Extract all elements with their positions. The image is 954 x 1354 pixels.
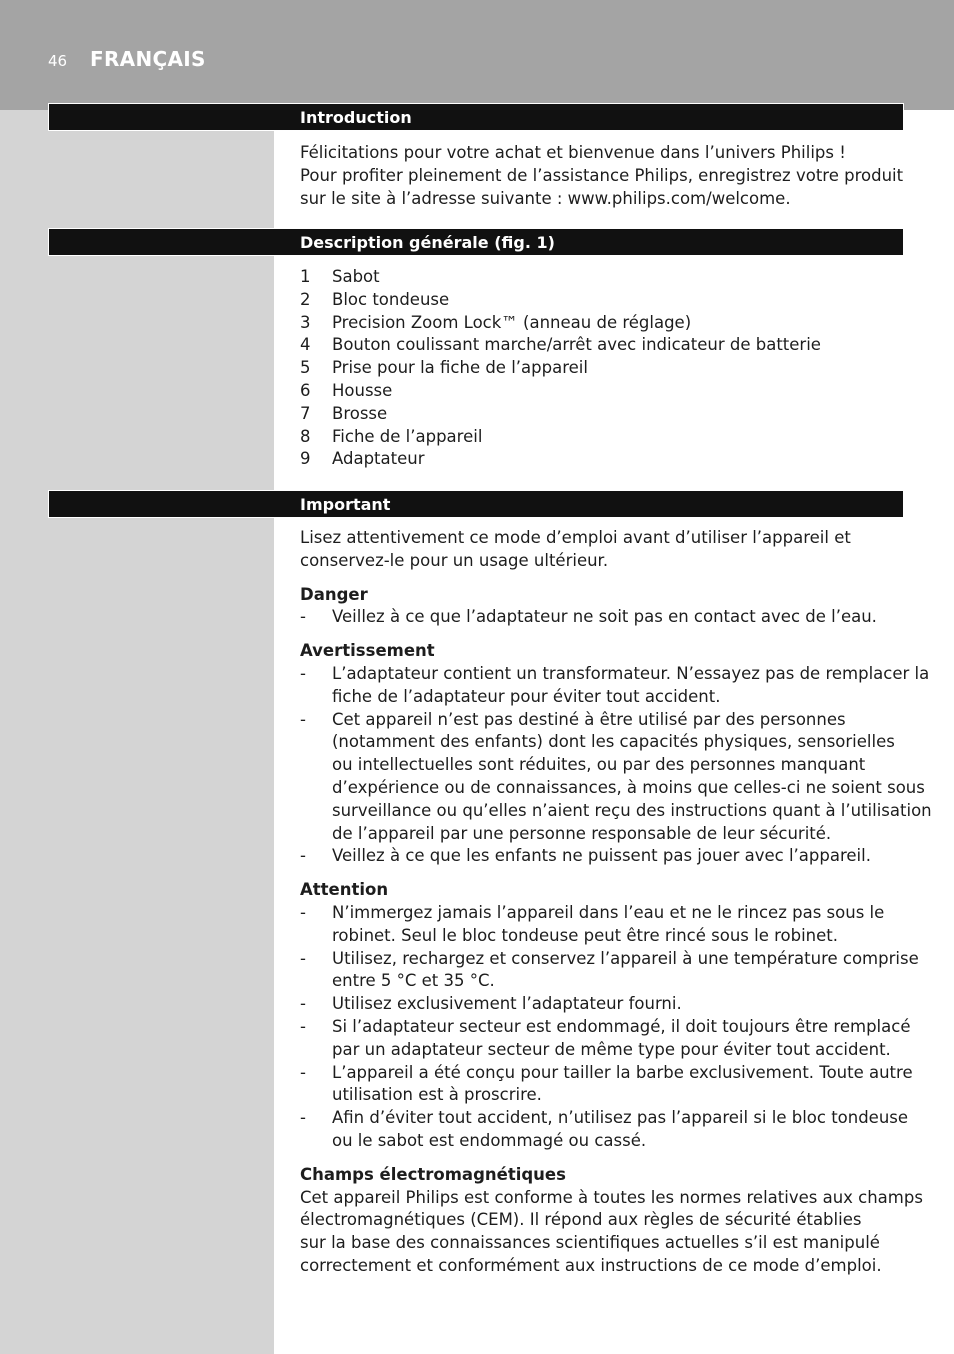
text-line: utilisation est à proscrire. <box>332 1085 542 1105</box>
list-item <box>300 403 910 426</box>
section-header-important <box>48 490 904 518</box>
bullet-item: - Utilisez, rechargez et conservez l’appareil à une température comprise entre 5 °C et 35 °C. <box>300 948 910 994</box>
list-item <box>300 266 910 289</box>
item-label: Housse <box>332 380 393 400</box>
text-line: Félicitations pour votre achat et bienvenue dans l’univers Philips ! <box>300 143 846 162</box>
text-line: Utilisez exclusivement l’adaptateur fourni. <box>332 994 682 1014</box>
text-line: correctement et conformément aux instructions de ce mode d’emploi. <box>300 1255 882 1275</box>
bullet-item: - Si l’adaptateur secteur est endommagé, il doit toujours être remplacé par un adaptateur secteur de même type pour éviter tout accident. <box>300 1016 910 1062</box>
section-header-introduction <box>48 103 904 131</box>
text-line: d’expérience ou de connaissances, à moins que celles-ci ne soient sous <box>332 777 925 797</box>
item-label: Sabot <box>332 267 380 286</box>
text-line: Veillez à ce que l’adaptateur ne soit pas en contact avec de l’eau. <box>332 607 877 627</box>
text-line: Utilisez, rechargez et conservez l’appareil à une température comprise <box>332 948 919 968</box>
introduction-body <box>300 142 910 210</box>
text-line: (notamment des enfants) dont les capacités physiques, sensorielles <box>332 732 895 752</box>
bullet-item: - Afin d’éviter tout accident, n’utilisez pas l’appareil si le bloc tondeuse ou le sabot est endommagé ou cassé. <box>300 1107 910 1153</box>
list-item <box>300 357 910 380</box>
section-title: Important <box>300 495 391 514</box>
text-line: robinet. Seul le bloc tondeuse peut être rincé sous le robinet. <box>332 925 838 945</box>
text-line: Lisez attentivement ce mode d’emploi avant d’utiliser l’appareil et <box>300 528 851 547</box>
item-number: 2 <box>300 289 311 309</box>
list-item <box>300 334 910 357</box>
item-label: Precision Zoom Lock™ (anneau de réglage) <box>332 312 692 332</box>
text-line: Si l’adaptateur secteur est endommagé, il doit toujours être remplacé <box>332 1016 911 1036</box>
item-number: 4 <box>300 335 311 355</box>
item-label: Bouton coulissant marche/arrêt avec indicateur de batterie <box>332 335 821 355</box>
text-line: L’adaptateur contient un transformateur. N’essayez pas de remplacer la <box>332 663 930 683</box>
left-margin-column <box>0 110 274 1354</box>
item-number: 6 <box>300 380 311 400</box>
item-label: Prise pour la fiche de l’appareil <box>332 358 588 378</box>
text-line: Cet appareil Philips est conforme à toutes les normes relatives aux champs <box>300 1187 923 1207</box>
text-line: L’appareil a été conçu pour tailler la barbe exclusivement. Toute autre <box>332 1062 913 1082</box>
item-number: 9 <box>300 449 311 469</box>
text-line: entre 5 °C et 35 °C. <box>332 971 495 991</box>
bullet-item: - N’immergez jamais l’appareil dans l’eau et ne le rincez pas sous le robinet. Seul le bloc tondeuse peut être rincé sous le robinet. <box>300 902 910 948</box>
language-title: FRANÇAIS <box>90 47 206 71</box>
text-line: de l’appareil par une personne responsable de leur sécurité. <box>332 823 832 843</box>
section-title: Description générale (fig. 1) <box>300 233 555 252</box>
item-number: 5 <box>300 358 311 378</box>
text-line: électromagnétiques (CEM). Il répond aux règles de sécurité établies <box>300 1210 862 1230</box>
subheading-champs: Champs électromagnétiques <box>300 1164 566 1184</box>
item-number: 1 <box>300 267 311 286</box>
text-line: surveillance ou qu’elles n’aient reçu des instructions quant à l’utilisation <box>332 800 932 820</box>
section-header-description <box>48 228 904 256</box>
subheading-avertissement: Avertissement <box>300 641 435 661</box>
list-item <box>300 312 910 335</box>
item-label: Brosse <box>332 403 388 423</box>
section-title: Introduction <box>300 108 412 127</box>
bullet-item: - Cet appareil n’est pas destiné à être utilisé par des personnes (notamment des enfants) dont les capacités physiques, sensorielles ou intellectuelles sont réduites, ou par des personnes manquant d’expérience ou de connaissances, à moins que celles-ci ne soient sous surveillance ou qu’elles n’aient reçu des instructions quant à l’utilisation de l’appareil par une personne responsable de leur sécurité. <box>300 709 910 846</box>
text-line: ou le sabot est endommagé ou cassé. <box>332 1130 647 1150</box>
bullet-item: - Utilisez exclusivement l’adaptateur fourni. <box>300 993 910 1016</box>
text-line: ou intellectuelles sont réduites, ou par des personnes manquant <box>332 755 866 775</box>
list-item <box>300 426 910 449</box>
item-label: Adaptateur <box>332 449 425 469</box>
bullet-item: - L’adaptateur contient un transformateur. N’essayez pas de remplacer la fiche de l’adaptateur pour éviter tout accident. <box>300 663 910 709</box>
text-line: Cet appareil n’est pas destiné à être utilisé par des personnes <box>332 709 846 729</box>
item-label: Fiche de l’appareil <box>332 426 483 446</box>
bullet-item: - Veillez à ce que les enfants ne puissent pas jouer avec l’appareil. <box>300 845 910 868</box>
description-list <box>300 266 910 471</box>
text-line: Afin d’éviter tout accident, n’utilisez pas l’appareil si le bloc tondeuse <box>332 1108 909 1128</box>
text-line: conservez-le pour un usage ultérieur. <box>300 550 609 570</box>
list-item <box>300 289 910 312</box>
list-item <box>300 380 910 403</box>
text-line: N’immergez jamais l’appareil dans l’eau et ne le rincez pas sous le <box>332 902 885 922</box>
text-line: sur la base des connaissances scientifiques actuelles s’il est manipulé <box>300 1233 880 1253</box>
important-body <box>300 527 932 1278</box>
item-number: 8 <box>300 426 311 446</box>
text-line: sur le site à l’adresse suivante : www.philips.com/welcome. <box>300 188 791 208</box>
text-line: par un adaptateur secteur de même type pour éviter tout accident. <box>332 1039 891 1059</box>
bullet-item: - L’appareil a été conçu pour tailler la barbe exclusivement. Toute autre utilisation est à proscrire. <box>300 1062 910 1108</box>
item-label: Bloc tondeuse <box>332 289 450 309</box>
page-number: 46 <box>48 52 68 70</box>
item-number: 7 <box>300 403 311 423</box>
text-line: fiche de l’adaptateur pour éviter tout accident. <box>332 686 721 706</box>
subheading-attention: Attention <box>300 880 389 900</box>
subheading-danger: Danger <box>300 584 368 604</box>
text-line: Veillez à ce que les enfants ne puissent pas jouer avec l’appareil. <box>332 846 871 866</box>
item-number: 3 <box>300 312 311 332</box>
text-line: Pour profiter pleinement de l’assistance Philips, enregistrez votre produit <box>300 165 904 185</box>
list-item <box>300 448 910 471</box>
bullet-item: - Veillez à ce que l’adaptateur ne soit pas en contact avec de l’eau. <box>300 606 910 629</box>
